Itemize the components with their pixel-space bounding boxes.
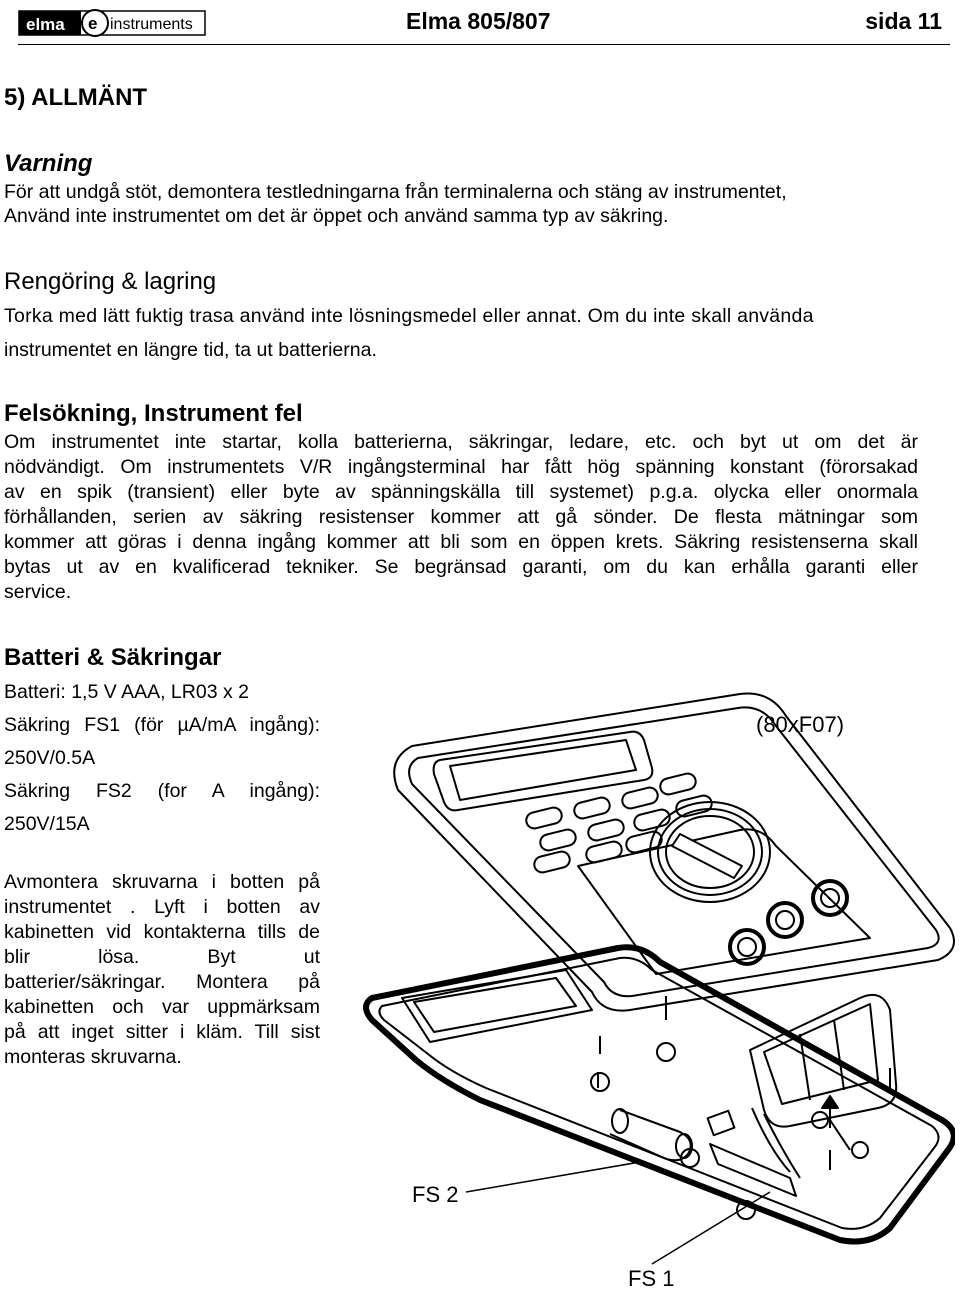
up-arrow-icon — [822, 1096, 838, 1128]
troubleshooting-line-3: av en spik (transient) eller byte av spänningskälla till systemet) p.g.a. olycka eller onormala — [4, 481, 918, 503]
troubleshooting-line-4: förhållanden, serien av säkring resistenser kommer att gå sönder. De flesta mätningar som — [4, 506, 918, 528]
cleaning-line-1: Torka med lätt fuktig trasa använd inte lösningsmedel eller annat. Om du inte skall använda — [4, 305, 814, 327]
warning-line-2: Använd inte instrumentet om det är öppet och använd samma typ av säkring. — [4, 205, 669, 227]
page-number: sida 11 — [865, 8, 942, 34]
fs1-value: 250V/0.5A — [4, 747, 96, 769]
battery-spec: Batteri: 1,5 V AAA, LR03 x 2 — [4, 681, 249, 703]
troubleshooting-line-1: Om instrumentet inte startar, kolla batterierna, säkringar, ledare, etc. och byt ut om det är — [4, 431, 918, 453]
header-divider — [18, 44, 950, 45]
fs2-callout-line — [466, 1162, 640, 1192]
multimeter-exploded-diagram — [330, 680, 955, 1289]
instruction-line-5: batterier/säkringar. Montera på — [4, 971, 320, 993]
batteries-heading: Batteri & Säkringar — [4, 644, 222, 671]
warning-heading: Varning — [4, 150, 93, 177]
warning-line-1: För att undgå stöt, demontera testledningarna från terminalerna och stäng av instrumentet, — [4, 181, 787, 203]
instruction-line-1: Avmontera skruvarna i botten på — [4, 871, 320, 893]
elma-instruments-logo — [18, 8, 206, 38]
fs2-label: FS 2 — [412, 1182, 459, 1207]
svg-text:elma: elma — [26, 15, 65, 34]
instruction-line-4: blir lösa. Byt ut — [4, 946, 320, 968]
cleaning-heading: Rengöring & lagring — [4, 268, 217, 295]
section-title: 5) ALLMÄNT — [4, 84, 148, 111]
cleaning-line-2: instrumentet en längre tid, ta ut batterierna. — [4, 339, 377, 361]
model-label: (80xF07) — [756, 712, 845, 737]
troubleshooting-line-6: bytas ut av en kvalificerad tekniker. Se begränsad garanti, om du kan erhålla garanti eller — [4, 556, 918, 578]
svg-text:e: e — [88, 14, 98, 33]
instruction-line-6: kabinetten och var uppmärksam — [4, 996, 320, 1018]
fs2-value: 250V/15A — [4, 813, 90, 835]
multimeter-front-case — [394, 693, 954, 1010]
troubleshooting-line-5: kommer att göras i denna ingång kommer att bli som en öppen krets. Säkring resistenserna skall — [4, 531, 918, 553]
troubleshooting-line-2: nödvändigt. Om instrumentets V/R ingångsterminal har fått hög spänning konstant (förorsakad — [4, 456, 918, 478]
instruction-line-3: kabinetten vid kontakterna tills de — [4, 921, 320, 943]
fs1-label: FS 1 — [628, 1266, 675, 1289]
instruction-line-2: instrumentet . Lyft i botten av — [4, 896, 320, 918]
fs1-callout-line — [652, 1192, 770, 1264]
fs1-label: Säkring FS1 (för µA/mA ingång): — [4, 714, 320, 736]
troubleshooting-line-7: service. — [4, 581, 72, 603]
instruction-line-8: monteras skruvarna. — [4, 1046, 182, 1068]
troubleshooting-heading: Felsökning, Instrument fel — [4, 400, 303, 427]
document-title: Elma 805/807 — [406, 8, 551, 34]
instruction-line-7: på att inget sitter i kläm. Till sist — [4, 1021, 320, 1043]
fs2-label: Säkring FS2 (for A ingång): — [4, 780, 320, 802]
svg-text:instruments: instruments — [110, 16, 193, 33]
